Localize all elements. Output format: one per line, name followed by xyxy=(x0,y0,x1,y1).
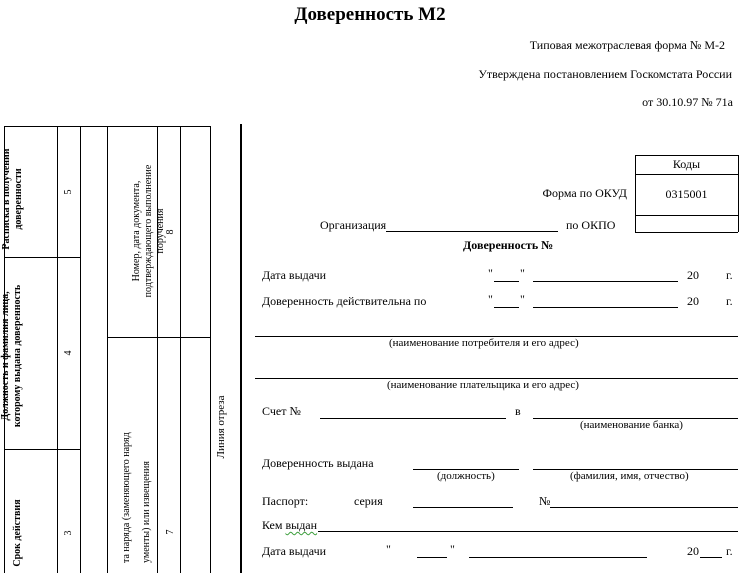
consumer-caption: (наименование потребителя и его адрес) xyxy=(389,337,579,349)
stub-col-order-2: ументы) или извещения xyxy=(141,461,152,563)
issue-date2-label: Дата выдачи xyxy=(262,544,327,558)
stub-col-receipt: Расписка в получении доверенности xyxy=(1,148,24,250)
passport-series-field[interactable] xyxy=(413,507,513,508)
quote-close: " xyxy=(450,542,455,556)
stub-col-order: та наряда (заменяющего наряд xyxy=(121,432,132,563)
stub-col-person: Должность и фамилия лица, которому выдана доверенность xyxy=(0,284,23,428)
series-label: серия xyxy=(354,494,383,508)
year2-prefix: 20 xyxy=(687,544,699,558)
stub-col-order-num: 7 xyxy=(165,529,176,535)
organization-label: Организация xyxy=(320,218,387,232)
quote-close: " xyxy=(520,266,525,280)
okud-code: 0315001 xyxy=(665,187,708,201)
page-title: Доверенность М2 xyxy=(294,4,446,25)
issue-date-label: Дата выдачи xyxy=(262,268,327,282)
year-prefix: 20 xyxy=(687,294,699,308)
valid-month-field[interactable] xyxy=(533,307,678,308)
spellcheck-mark: выдан xyxy=(285,518,318,532)
quote-open: " xyxy=(488,266,493,280)
passport-label: Паспорт: xyxy=(262,494,309,508)
issued-by-field[interactable] xyxy=(318,531,738,532)
cut-line-label: Линия отреза xyxy=(215,395,227,459)
approved-date: от 30.10.97 № 71а xyxy=(642,95,733,109)
doc-title: Доверенность № xyxy=(463,238,554,252)
number-label: № xyxy=(539,494,551,508)
form-type: Типовая межотраслевая форма № М-2 xyxy=(529,38,725,52)
year-prefix: 20 xyxy=(687,268,699,282)
year-suffix: г. xyxy=(726,544,733,558)
quote-open: " xyxy=(488,292,493,306)
issued-by-label: Кем выдан xyxy=(262,518,318,532)
stub-col-receipt-num: 5 xyxy=(63,189,74,195)
fullname-caption: (фамилия, имя, отчество) xyxy=(570,470,689,482)
valid-day-field[interactable] xyxy=(494,307,519,308)
quote-close: " xyxy=(520,292,525,306)
stub-col-term-num: 3 xyxy=(63,530,74,536)
stub-col-term: Срок действия xyxy=(12,499,23,567)
issued-by-label-wrap xyxy=(262,518,317,533)
account-field[interactable] xyxy=(320,418,506,419)
account-label: Счет № xyxy=(262,404,301,418)
issue2-month-field[interactable] xyxy=(469,557,647,558)
passport-number-field[interactable] xyxy=(550,507,738,508)
issue-day-field[interactable] xyxy=(494,281,519,282)
okpo-label: по ОКПО xyxy=(566,218,616,232)
in-label: в xyxy=(515,404,521,418)
payer-caption: (наименование плательщика и его адрес) xyxy=(387,379,579,391)
position-caption: (должность) xyxy=(437,470,495,482)
bank-caption: (наименование банка) xyxy=(580,419,683,431)
stub-col-document: Номер, дата документа, подтверждающего выполнение поручения xyxy=(131,164,166,298)
issued-to-label: Доверенность выдана xyxy=(262,456,374,470)
cut-line xyxy=(240,124,242,573)
okud-label: Форма по ОКУД xyxy=(542,186,627,200)
organization-field[interactable] xyxy=(386,231,558,232)
quote-open: " xyxy=(386,542,391,556)
year-suffix: г. xyxy=(726,268,733,282)
codes-header: Коды xyxy=(672,157,701,171)
issue2-year-field[interactable] xyxy=(700,557,722,558)
stub-col-document-num: 8 xyxy=(165,229,176,235)
issue2-day-field[interactable] xyxy=(417,557,447,558)
stub-col-person-num: 4 xyxy=(63,350,74,356)
year-suffix: г. xyxy=(726,294,733,308)
approved-by: Утверждена постановлением Госкомстата России xyxy=(478,67,732,81)
valid-until-label: Доверенность действительна по xyxy=(262,294,427,308)
issue-month-field[interactable] xyxy=(533,281,678,282)
